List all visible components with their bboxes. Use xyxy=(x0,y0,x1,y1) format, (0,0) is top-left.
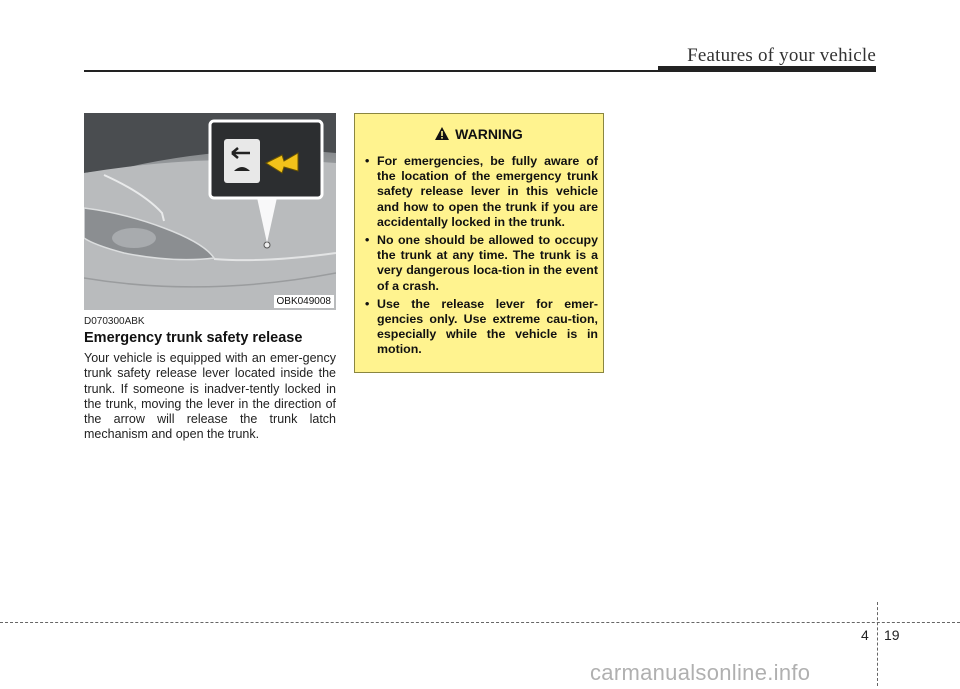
warning-item: • For emergencies, be fully aware of the location of the emergency trunk safety release lever in this vehicle and how to open the trunk if you are accidentally locked in the trunk. xyxy=(365,154,598,229)
section-code: D070300ABK xyxy=(84,316,145,327)
warning-list xyxy=(365,154,598,361)
header-rule-accent xyxy=(658,66,876,72)
footer-rule xyxy=(0,622,960,623)
page-separator xyxy=(877,602,878,686)
trunk-release-figure xyxy=(84,113,336,310)
car-rear-illustration xyxy=(84,113,336,310)
warning-item: • Use the release lever for emer-gencies only. Use extreme cau-tion, especially while the vehicle is in motion. xyxy=(365,296,598,357)
section-body: Your vehicle is equipped with an emer-gency trunk safety release lever located inside the trunk. If someone is inadver-tently locked in the trunk, moving the lever in the direction of the arrow will release the trunk latch mechanism and open the trunk. xyxy=(84,351,336,442)
watermark: carmanualsonline.info xyxy=(590,660,811,685)
figure-label: OBK049008 xyxy=(274,295,335,308)
warning-title: WARNING xyxy=(455,126,523,142)
page-number: 19 xyxy=(884,627,900,643)
header-title: Features of your vehicle xyxy=(687,45,876,66)
section-title: Emergency trunk safety release xyxy=(84,330,303,346)
warning-item: • No one should be allowed to occupy the trunk at any time. The trunk is a very dangerous loca-tion in the event of a crash. xyxy=(365,233,598,293)
warning-box xyxy=(354,113,604,373)
warning-header xyxy=(355,126,603,143)
warning-triangle-icon xyxy=(435,127,449,143)
chapter-number: 4 xyxy=(861,627,869,643)
